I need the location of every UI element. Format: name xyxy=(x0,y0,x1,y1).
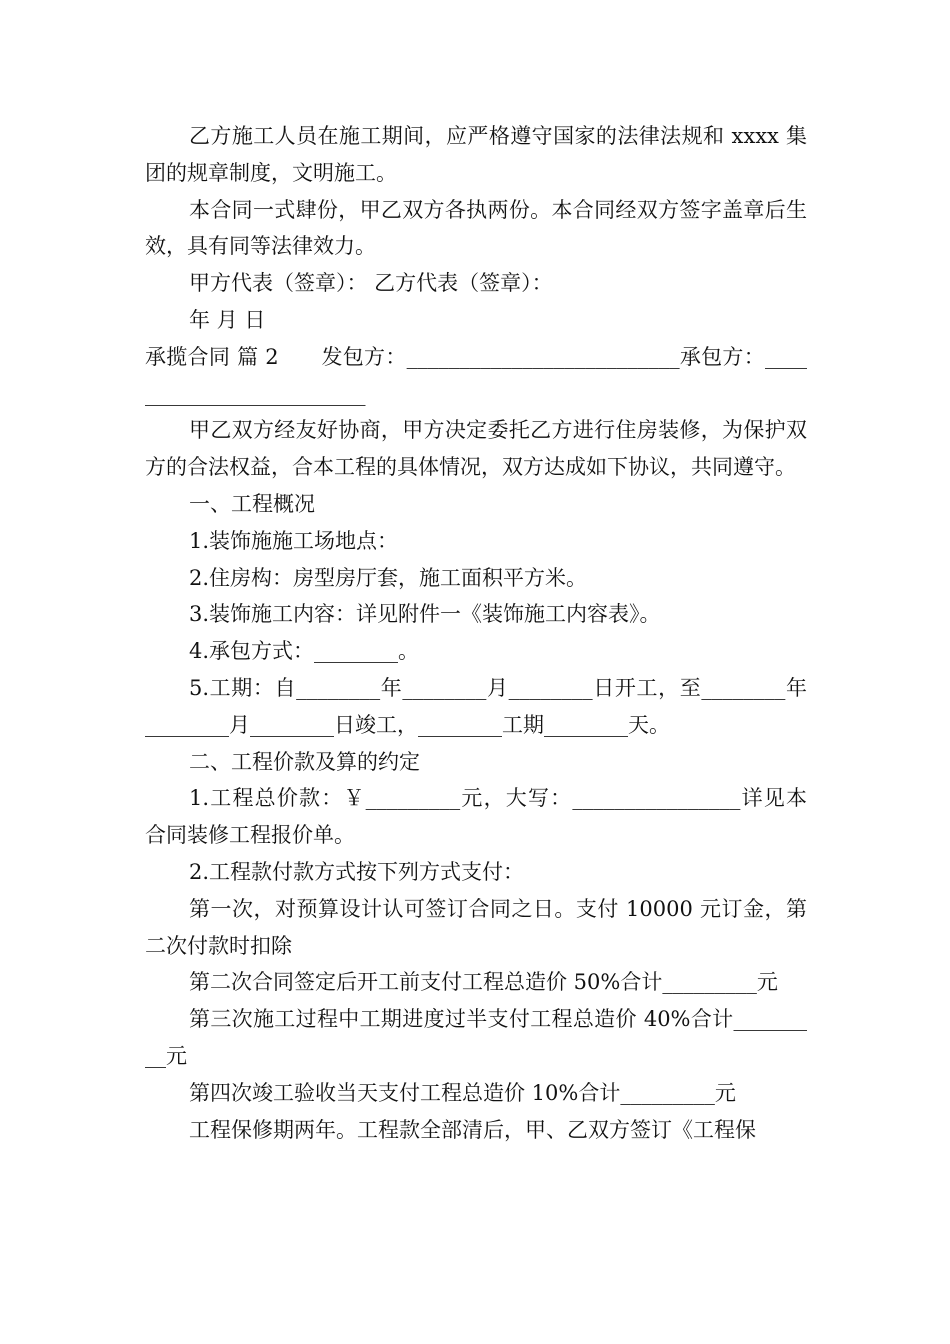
list-item-site-location: 1.装饰施施工场地点： xyxy=(189,528,399,553)
list-item-housing-structure: 2.住房构：房型房厅套，施工面积平方米。 xyxy=(189,565,588,590)
payment-second: 第二次合同签定后开工前支付工程总造价 50%合计_________元 xyxy=(189,970,778,995)
paragraph-warranty: 工程保修期两年。工程款全部清后，甲、乙双方签订《工程保 xyxy=(189,1117,756,1142)
section-heading-overview: 一、工程概况 xyxy=(189,491,315,516)
list-item-duration: 5.工期：自________年________月________日开工，至________年________月________日竣工，________工期________天。 xyxy=(145,675,807,737)
list-item-contract-mode: 4.承包方式：________。 xyxy=(189,639,420,664)
list-item-payment-method: 2.工程款付款方式按下列方式支付： xyxy=(189,859,525,884)
paragraph-agreement-intro: 甲乙双方经友好协商，甲方决定委托乙方进行住房装修，为保护双方的合法权益，合本工程的具体情况，双方达成如下协议，共同遵守。 xyxy=(145,418,807,480)
paragraph-worker-conduct: 乙方施工人员在施工期间，应严格遵守国家的法律法规和 xxxx 集团的规章制度，文明施工。 xyxy=(145,124,807,185)
paragraph-contract-copies: 本合同一式肆份，甲乙双方各执两份。本合同经双方签字盖章后生效，具有同等法律效力。 xyxy=(145,197,807,259)
list-item-construction-content: 3.装饰施工内容：详见附件一《装饰施工内容表》。 xyxy=(189,602,661,627)
payment-first: 第一次，对预算设计认可签订合同之日。支付 10000 元订金，第二次付款时扣除 xyxy=(145,896,807,958)
payment-third: 第三次施工过程中工期进度过半支付工程总造价 40%合计_________元 xyxy=(145,1007,807,1068)
paragraph-contract-2-parties: 承揽合同 篇 2 发包方：__________________________承包方：_________________________ xyxy=(145,344,807,406)
list-item-total-price: 1.工程总价款：￥_________元，大写：________________详见本合同装修工程报价单。 xyxy=(145,786,807,848)
document-body xyxy=(145,118,807,1148)
paragraph-signatures: 甲方代表（签章）： 乙方代表（签章）： xyxy=(189,271,553,296)
payment-fourth: 第四次竣工验收当天支付工程总造价 10%合计_________元 xyxy=(189,1080,736,1105)
paragraph-date-line: 年 月 日 xyxy=(189,307,266,332)
section-heading-price: 二、工程价款及算的约定 xyxy=(189,749,420,774)
